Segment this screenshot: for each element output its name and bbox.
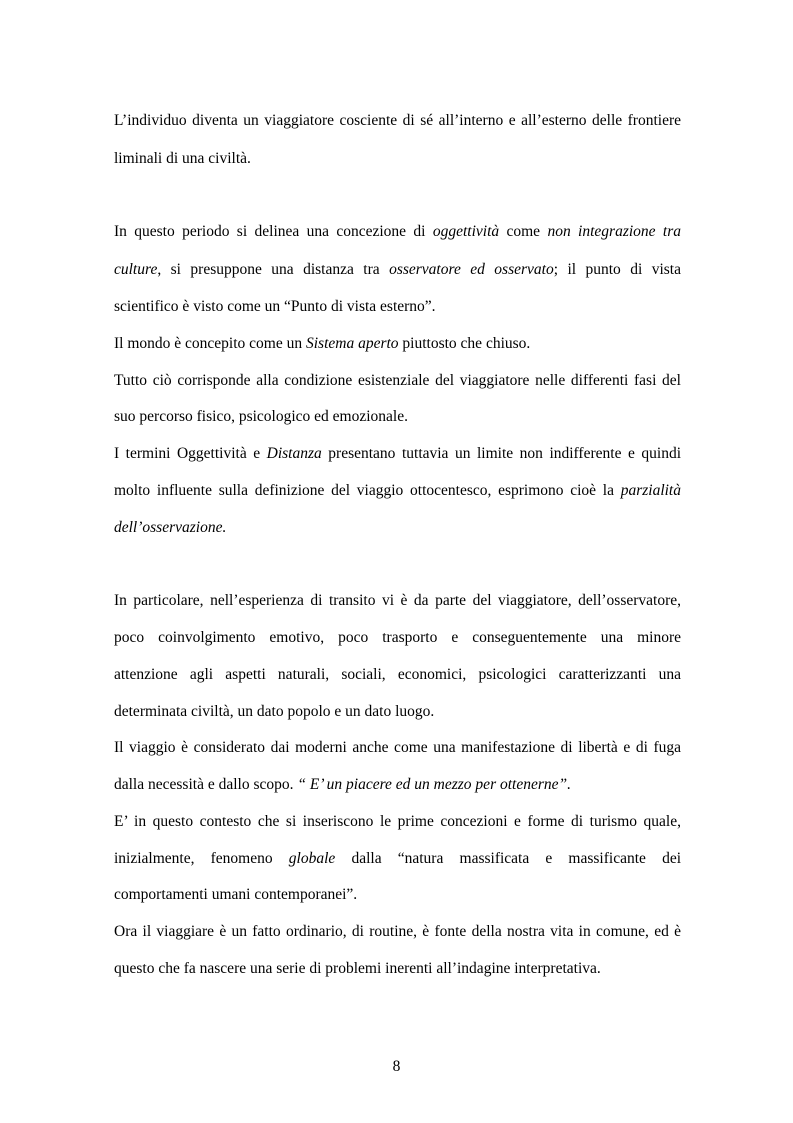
page-number: 8 xyxy=(392,1058,401,1075)
text-segment: In questo periodo si delinea una concezione di xyxy=(114,223,433,240)
text-segment: , si presuppone una distanza tra xyxy=(157,261,390,278)
text-segment: questo che fa nascere una serie di problemi inerenti all’indagine interpretativa. xyxy=(114,960,601,977)
text-line xyxy=(114,849,681,869)
text-segment: E’ in questo contesto che si inseriscono le prime concezioni e forme di turismo quale, xyxy=(114,813,681,830)
text-segment: L’individuo diventa un viaggiatore cosciente di sé all’interno e all’esterno delle frontiere xyxy=(114,112,681,129)
text-line xyxy=(114,149,681,169)
text-line xyxy=(114,702,681,722)
text-line xyxy=(114,334,681,354)
text-segment: ; il punto di vista xyxy=(553,261,681,278)
italic-text: culture xyxy=(114,261,158,278)
italic-text: Distanza xyxy=(266,445,322,462)
text-segment: Tutto ciò corrisponde alla condizione esistenziale del viaggiatore nelle differenti fasi del xyxy=(114,372,681,389)
italic-text: “ E’ un piacere ed un mezzo per ottenerne”. xyxy=(297,776,572,793)
italic-text: non integrazione tra xyxy=(547,223,681,240)
text-segment: dalla “natura massificata e massificante dei xyxy=(335,850,682,867)
text-line xyxy=(114,481,681,501)
text-segment: scientifico è visto come un “Punto di vista esterno”. xyxy=(114,298,436,315)
text-line xyxy=(114,775,681,795)
text-line xyxy=(114,222,681,242)
text-segment: suo percorso fisico, psicologico ed emozionale. xyxy=(114,408,408,425)
text-segment: Il mondo è concepito come un xyxy=(114,335,306,352)
italic-text: globale xyxy=(288,850,336,867)
text-line xyxy=(114,407,681,427)
text-line xyxy=(114,111,681,131)
text-segment: attenzione agli aspetti naturali, sociali, economici, psicologici caratterizzanti una xyxy=(114,666,681,683)
text-segment: liminali di una civiltà. xyxy=(114,150,251,167)
text-line xyxy=(114,812,681,832)
text-segment: Ora il viaggiare è un fatto ordinario, di routine, è fonte della nostra vita in comune, ed è xyxy=(114,923,681,940)
text-line xyxy=(114,260,681,280)
text-line xyxy=(114,665,681,685)
text-segment: inizialmente, fenomeno xyxy=(114,850,289,867)
text-line xyxy=(114,444,681,464)
text-line xyxy=(114,628,681,648)
text-line xyxy=(114,591,681,611)
text-segment: determinata civiltà, un dato popolo e un dato luogo. xyxy=(114,703,435,720)
text-line xyxy=(114,922,681,942)
text-segment: In particolare, nell’esperienza di transito vi è da parte del viaggiatore, dell’osservatore, xyxy=(114,592,681,609)
text-segment: I termini Oggettività e xyxy=(114,445,267,462)
text-line xyxy=(114,959,681,979)
text-line xyxy=(114,371,681,391)
text-line xyxy=(114,518,681,538)
text-segment: dalla necessità e dallo scopo. xyxy=(114,776,298,793)
text-line xyxy=(114,738,681,758)
text-line xyxy=(114,297,681,317)
italic-text: oggettività xyxy=(432,223,500,240)
text-segment: come xyxy=(499,223,548,240)
italic-text: osservatore ed osservato xyxy=(389,261,554,278)
text-segment: comportamenti umani contemporanei”. xyxy=(114,886,358,903)
text-segment: poco coinvolgimento emotivo, poco trasporto e conseguentemente una minore xyxy=(114,629,681,646)
italic-text: parzialità xyxy=(620,482,681,499)
italic-text: Sistema aperto xyxy=(305,335,399,352)
italic-text: dell’osservazione. xyxy=(114,519,227,536)
text-segment: molto influente sulla definizione del viaggio ottocentesco, esprimono cioè la xyxy=(114,482,621,499)
text-segment: presentano tuttavia un limite non indifferente e quindi xyxy=(321,445,681,462)
text-line xyxy=(114,885,681,905)
text-segment: piuttosto che chiuso. xyxy=(398,335,531,352)
text-segment: Il viaggio è considerato dai moderni anche come una manifestazione di libertà e di fuga xyxy=(114,739,681,756)
